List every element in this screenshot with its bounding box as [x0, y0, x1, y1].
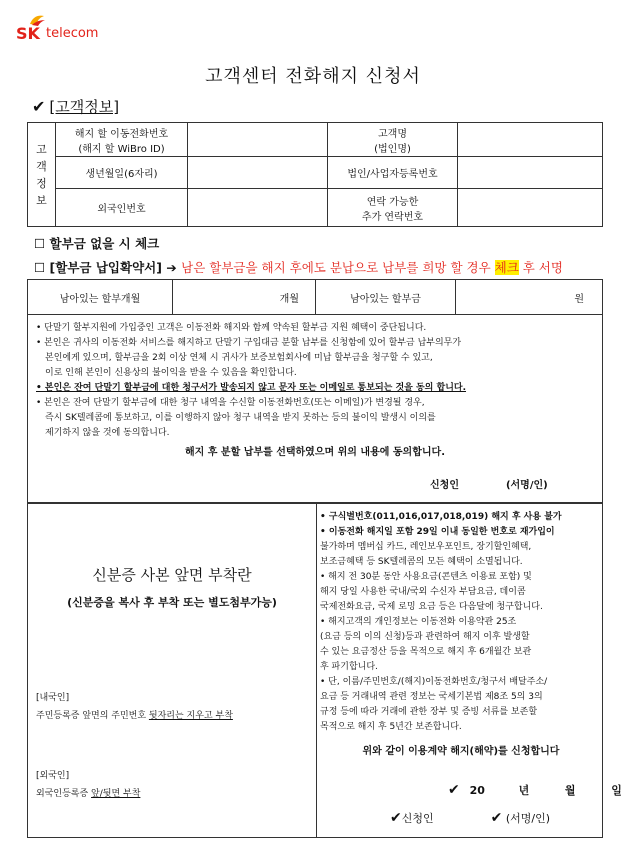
note-item: 해지 당일 사용한 국내/국외 수신자 부담요금, 데이콤	[320, 587, 526, 597]
logo-telecom: telecom	[46, 26, 99, 41]
note-item: • 본인은 잔여 단말기 할부금에 대한 청구 내역을 수신할 이동전화번호(또는 이메일)가 변경될 경우,	[36, 398, 425, 408]
termination-notes	[320, 510, 602, 735]
page-title: 고객센터 전화해지 신청서	[205, 66, 421, 87]
check-icon: ✔	[490, 810, 503, 826]
note-item: (요금 등의 이의 신청)등과 관련하여 해지 이후 발생할	[320, 632, 530, 642]
korean-instruction: 주민등록증 앞면의 주민번호 뒷자리는 지우고 부착	[36, 711, 233, 721]
termination-signature	[390, 810, 550, 826]
foreigner-number-label: 외국인번호	[56, 189, 188, 227]
installment-agreement-checkbox[interactable]: ☐ [할부금 납입확약서] ➔ 남은 할부금을 해지 후에도 분납으로 납부를 희망 할 경우 체크 후 서명	[34, 260, 563, 275]
bottom-section	[27, 503, 622, 838]
business-number-field[interactable]	[458, 157, 603, 189]
no-installment-checkbox[interactable]: ☐ 할부금 없을 시 체크	[34, 236, 160, 251]
sk-telecom-logo	[14, 14, 134, 44]
customer-info-side-label: 고 객 정 보	[28, 123, 56, 227]
note-item: 불가하며 멤버십 카드, 레인보우포인트, 장기할인혜택,	[320, 542, 532, 552]
note-item: 보조금혜택 등 SK텔레콤의 모든 혜택이 소멸됩니다.	[320, 557, 523, 567]
extra-contact-label: 연락 가능한 추가 연락번호	[328, 189, 458, 227]
note-item: 요금 등 거래내역 관련 정보는 국세기본법 제8조 5의 3의	[320, 692, 543, 702]
foreign-instruction: 외국인등록증 앞/뒷면 부착	[36, 789, 141, 799]
note-item: 제기하지 않을 것에 동의합니다.	[45, 428, 170, 438]
installment-signature	[430, 476, 548, 491]
id-attach-title: 신분증 사본 앞면 부착란	[92, 566, 252, 584]
installment-table	[27, 279, 603, 315]
note-item: • 본인은 귀사의 이동전화 서비스를 해지하고 단말기 구입대금 분할 납부를 신청함에 있어 할부금 납부의무가	[36, 338, 462, 348]
foreigner-number-field[interactable]	[188, 189, 328, 227]
note-item: 수 있는 요금정산 등을 목적으로 해지 후 6개월간 보관	[320, 647, 532, 657]
note-item: 후 파기합니다.	[320, 662, 378, 672]
installment-notes	[27, 315, 603, 503]
remaining-months-label: 남아있는 할부개월	[28, 280, 173, 315]
signature-field[interactable]: (서명/인)	[505, 480, 548, 491]
month-label: 월	[564, 784, 576, 797]
note-item: • 이동전화 해지일 포함 29일 이내 동일한 번호로 재가입이	[320, 527, 555, 537]
phone-field[interactable]	[188, 123, 328, 157]
check-icon: ✔	[390, 810, 402, 826]
business-number-label: 법인/사업자등록번호	[328, 157, 458, 189]
note-item: • 구식별번호(011,016,017,018,019) 해지 후 사용 불가	[320, 512, 562, 522]
note-item: 본인에게 있으며, 할부금을 2회 이상 연체 시 귀사가 보증보험회사에 미납 할부금을 청구할 수 있고,	[45, 353, 433, 363]
note-item: 국제전화요금, 국제 로밍 요금 등은 다음달에 청구합니다.	[320, 602, 543, 612]
agreement-statement: 해지 후 분할 납부를 선택하였으며 위의 내용에 동의합니다.	[184, 447, 445, 458]
extra-contact-field[interactable]	[458, 189, 603, 227]
application-statement: 위와 같이 이용계약 해지(해약)를 신청합니다	[362, 746, 560, 757]
note-item: • 단, 이름/주민번호/(해지)이동전화번호/청구서 배달주소/	[320, 677, 548, 687]
birthdate-label: 생년월일(6자리)	[56, 157, 188, 189]
note-item: 목적으로 해지 후 5년간 보존합니다.	[320, 722, 462, 732]
applicant-label: 신청인	[430, 480, 459, 491]
section-label: [고객정보]	[49, 98, 120, 116]
year-label: 년	[518, 784, 530, 797]
korean-heading: [내국인]	[36, 693, 70, 703]
id-attach-subtitle: (신분증을 복사 후 부착 또는 별도첨부가능)	[67, 596, 277, 609]
note-item: • 해지 전 30분 동안 사용요금(콘텐츠 이용료 포함) 및	[320, 572, 532, 582]
date-line	[448, 782, 622, 798]
check-icon: ✔	[448, 782, 460, 798]
name-field[interactable]	[458, 123, 603, 157]
customer-info-table	[27, 122, 603, 227]
remaining-amount-field[interactable]: 원	[456, 280, 603, 315]
remaining-amount-label: 남아있는 할부금	[316, 280, 456, 315]
day-label: 일	[611, 784, 622, 797]
foreign-heading: [외국인]	[36, 771, 70, 781]
note-item: • 해지고객의 개인정보는 이동전화 이용약관 25조	[320, 617, 517, 627]
applicant-label: 신청인	[401, 812, 434, 825]
signature-field[interactable]: (서명/인)	[505, 812, 551, 825]
note-item: • 본인은 잔여 단말기 할부금에 대한 청구서가 발송되지 않고 문자 또는 이메일로 통보되는 것을 동의 합니다.	[36, 383, 467, 393]
note-item: 이로 인해 본인이 신용상의 불이익을 받을 수 있음을 확인합니다.	[45, 368, 297, 378]
logo-sk: SK	[16, 24, 40, 43]
check-icon: ✔	[32, 97, 46, 116]
note-item: • 단말기 할부지원에 가입중인 고객은 이동전화 해지와 함께 약속된 할부금 지원 혜택이 중단됩니다.	[36, 323, 427, 333]
remaining-months-field[interactable]: 개월	[173, 280, 316, 315]
section-heading	[32, 96, 119, 117]
check-highlight: 체크	[494, 260, 519, 275]
note-item: 규정 등에 따라 거래에 관한 장부 및 증빙 서류를 보존할	[320, 707, 538, 717]
phone-label: 해지 할 이동전화번호 (해지 할 WiBro ID)	[56, 123, 188, 157]
birthdate-field[interactable]	[188, 157, 328, 189]
year-field[interactable]: 20	[469, 784, 485, 797]
divider	[316, 504, 317, 837]
name-label: 고객명 (법인명)	[328, 123, 458, 157]
note-item: 즉시 SK텔레콤에 통보하고, 이를 이행하지 않아 청구 내역을 받지 못하는 등의 불이익 발생시 이의를	[45, 413, 436, 423]
